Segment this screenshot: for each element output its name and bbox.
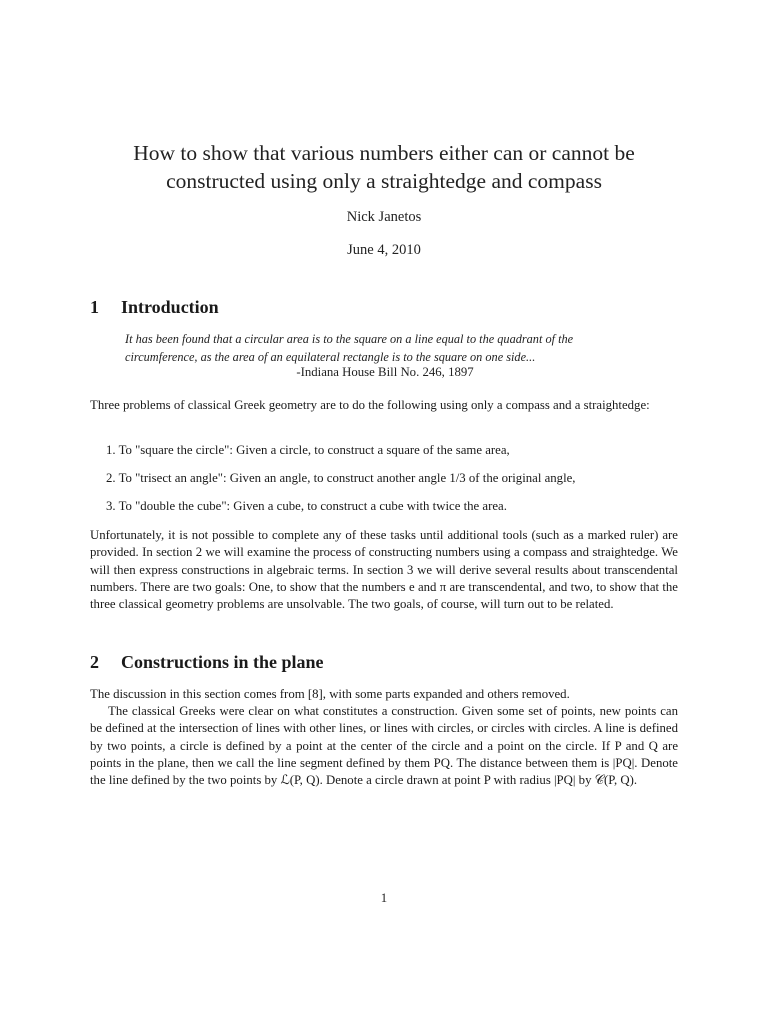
author: Nick Janetos (346, 209, 422, 225)
epigraph-source: -Indiana House Bill No. 246, 1897 (296, 365, 474, 379)
unfortunately-paragraph: Unfortunately, it is not possible to complete any of these tasks until additional tools (such as a marked ruler) are provided. In section 2 we will examine the process of constructing numbers using a compass and straightedge. We will then express constructions in algebraic terms. In section 3 we will derive several results about transcendental numbers. There are two goals: One, to show that the numbers e and π are transcendental, and two, to show that the three classical geometry problems are unsolvable. The two goals, of course, will turn out to be related. (90, 528, 678, 612)
list-item: 3. To "double the cube": Given a cube, to construct a cube with twice the area. (106, 499, 507, 513)
section-heading-constructions (90, 652, 324, 673)
section2-paragraph: The classical Greeks were clear on what constitutes a construction. Given some set of points, new points can be defined at the intersection of lines with other lines, or lines with circles, or circles with circles. A line is defined by two points, a circle is defined by a point at the center of the circle and a point on the circle. If P and Q are points in the plane, then we call the line segment defined by them PQ. The distance between them is |PQ|. Denote the line defined by the two points by ℒ(P, Q). Denote a circle drawn at point P with radius |PQ| by 𝒞(P, Q). (90, 704, 678, 788)
paper-title (90, 139, 678, 195)
intro-paragraph: Three problems of classical Greek geometry are to do the following using only a compass and a straightedge: (90, 398, 650, 412)
epigraph-quote: It has been found that a circular area is to the square on a line equal to the quadrant of the circumference, as the area of an equilateral rectangle is to the square on one side... (125, 332, 574, 364)
section-title: Constructions in the plane (121, 652, 324, 672)
date: June 4, 2010 (347, 242, 421, 258)
list-item: 2. To "trisect an angle": Given an angle, to construct another angle 1/3 of the original angle, (106, 471, 576, 485)
page-number: 1 (380, 891, 388, 905)
title-line-1: How to show that various numbers either can or cannot be (133, 141, 635, 165)
list-item: 1. To "square the circle": Given a circle, to construct a square of the same area, (106, 443, 510, 457)
section-number: 2 (90, 652, 99, 672)
section2-intro: The discussion in this section comes from [8], with some parts expanded and others removed. (90, 687, 570, 701)
section-number: 1 (90, 297, 99, 317)
section-heading-introduction (90, 297, 219, 318)
section-title: Introduction (121, 297, 219, 317)
title-line-2: constructed using only a straightedge and compass (166, 169, 602, 193)
